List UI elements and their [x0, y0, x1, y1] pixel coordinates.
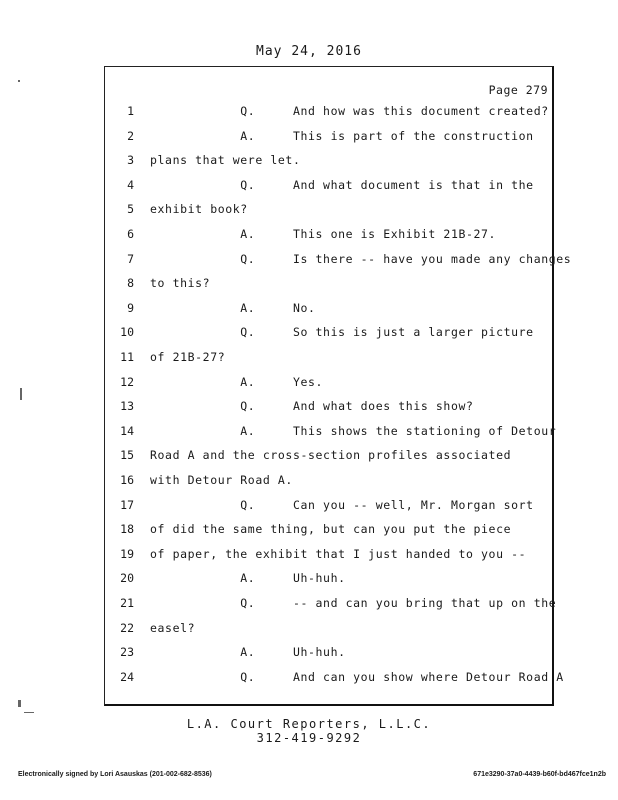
transcript-line: to this? [150, 276, 211, 290]
line-number: 2 [127, 129, 134, 143]
electronic-signature: Electronically signed by Lori Asauskas (201-002-682-8536) [18, 771, 212, 778]
line-number: 18 [120, 522, 134, 536]
scan-mark [18, 80, 20, 82]
line-number: 16 [120, 473, 134, 487]
transcript-line: Q. And can you show where Detour Road A [150, 670, 564, 684]
line-number: 7 [127, 252, 134, 266]
transcript-line: of paper, the exhibit that I just handed to you -- [150, 547, 527, 561]
transcript-line: exhibit book? [150, 202, 248, 216]
scan-mark [20, 388, 22, 400]
line-number: 12 [120, 375, 134, 389]
transcript-line: Q. Can you -- well, Mr. Morgan sort [150, 498, 534, 512]
line-number: 3 [127, 153, 134, 167]
transcript-line: easel? [150, 621, 196, 635]
line-number: 22 [120, 621, 134, 635]
line-number: 1 [127, 104, 134, 118]
footer-company: L.A. Court Reporters, L.L.C. [186, 717, 432, 731]
transcript-line: A. Uh-huh. [150, 571, 346, 585]
line-number: 4 [127, 178, 134, 192]
line-number: 8 [127, 276, 134, 290]
line-number: 13 [120, 399, 134, 413]
line-number: 21 [120, 596, 134, 610]
line-number: 15 [120, 448, 134, 462]
line-number: 14 [120, 424, 134, 438]
transcript-line: A. Yes. [150, 375, 324, 389]
transcript-line: Road A and the cross-section profiles associated [150, 448, 512, 462]
line-number: 23 [120, 645, 134, 659]
transcript-line: Q. And how was this document created? [150, 104, 549, 118]
transcript-line: of did the same thing, but can you put the piece [150, 522, 512, 536]
transcript-line: plans that were let. [150, 153, 301, 167]
line-number: 19 [120, 547, 134, 561]
scan-mark [18, 700, 21, 707]
transcript-line: A. This is part of the construction [150, 129, 534, 143]
transcript-line: Q. So this is just a larger picture [150, 325, 534, 339]
line-number: 5 [127, 202, 134, 216]
line-number: 10 [120, 325, 134, 339]
line-number: 17 [120, 498, 134, 512]
line-number: 24 [120, 670, 134, 684]
line-number: 6 [127, 227, 134, 241]
line-number: 11 [120, 350, 134, 364]
line-number: 20 [120, 571, 134, 585]
transcript-line: Q. -- and can you bring that up on the [150, 596, 557, 610]
transcript-line: Q. And what does this show? [150, 399, 474, 413]
footer-phone: 312-419-9292 [256, 731, 362, 745]
document-hash: 671e3290-37a0-4439-b60f-bd467fce1n2b [473, 771, 606, 778]
transcript-line: Q. And what document is that in the [150, 178, 534, 192]
transcript-line: A. This shows the stationing of Detour [150, 424, 557, 438]
transcript-line: with Detour Road A. [150, 473, 293, 487]
transcript-line: of 21B-27? [150, 350, 226, 364]
transcript-line: Q. Is there -- have you made any changes [150, 252, 572, 266]
transcript-line: A. Uh-huh. [150, 645, 346, 659]
transcript-line: A. This one is Exhibit 21B-27. [150, 227, 497, 241]
transcript-line: A. No. [150, 301, 316, 315]
line-number: 9 [127, 301, 134, 315]
page-number: Page 279 [488, 83, 548, 97]
scan-mark [24, 712, 34, 713]
header-date: May 24, 2016 [256, 44, 362, 59]
